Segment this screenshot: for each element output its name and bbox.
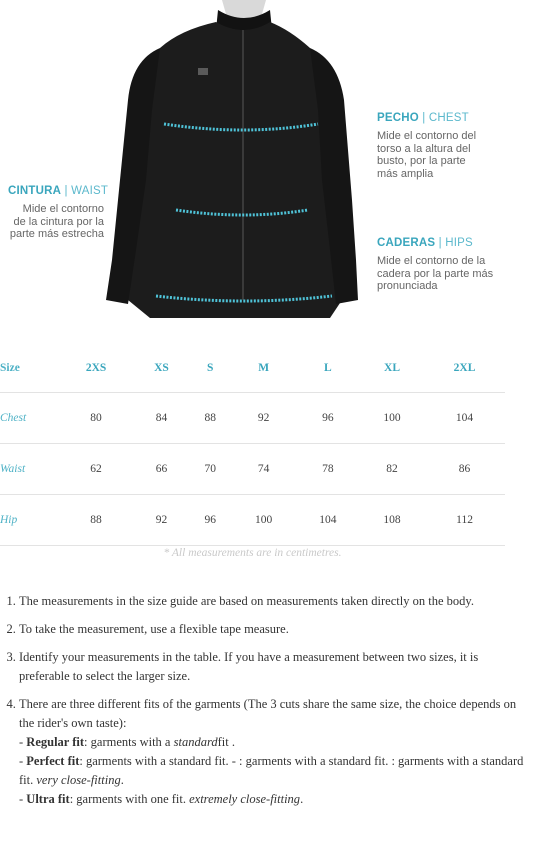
regular-fit-line: - Regular fit: garments with a standardfit . — [19, 735, 235, 749]
size-col-xs: XS — [154, 362, 169, 374]
waist-label-en: WAIST — [71, 185, 109, 197]
table-cell: 82 — [360, 444, 424, 495]
perfect-fit-em: very close-fitting — [36, 773, 121, 787]
waist-row-label: Waist — [0, 444, 58, 495]
instruction-text: The measurements in the size guide are based on measurements taken directly on the body. — [19, 594, 474, 608]
ultra-fit-em: extremely close-fitting — [189, 792, 301, 806]
regular-fit-tail: fit . — [217, 735, 235, 749]
table-cell: 66 — [134, 444, 189, 495]
chest-label-en: CHEST — [428, 112, 469, 124]
chest-label-sep: | — [418, 112, 429, 124]
waist-label-sep: | — [61, 185, 72, 197]
hip-row — [0, 495, 505, 546]
table-cell: 62 — [58, 444, 134, 495]
regular-fit-label: Regular fit — [26, 735, 85, 749]
hips-description: Mide el contorno de la cadera por la parte más pronunciada — [377, 255, 494, 292]
ultra-fit-line: - Ultra fit: garments with one fit. extremely close-fitting. — [19, 792, 304, 806]
instruction-text: Identify your measurements in the table. If you have a measurement between two sizes, it is preferable to select the larger size. — [19, 650, 479, 683]
table-cell: 96 — [296, 393, 360, 444]
ultra-fit-label: Ultra fit — [26, 792, 70, 806]
waist-label — [8, 185, 109, 241]
instruction-item — [19, 695, 524, 809]
hips-label — [377, 237, 497, 293]
instruction-text: To take the measurement, use a flexible tape measure. — [19, 622, 289, 636]
instruction-text: There are three different fits of the garments (The 3 cuts share the same size, the choice depends on the rider's own taste): — [19, 697, 517, 730]
hips-label-sep: | — [435, 237, 446, 249]
size-header-row — [0, 344, 505, 393]
size-col-s: S — [206, 362, 214, 374]
ultra-fit-text: : garments with one fit. — [69, 792, 190, 806]
table-cell: 88 — [58, 495, 134, 546]
table-cell: 104 — [296, 495, 360, 546]
table-cell: 86 — [424, 444, 505, 495]
size-col-2xs: 2XS — [85, 362, 107, 374]
table-cell: 100 — [360, 393, 424, 444]
jersey-illustration — [0, 0, 544, 322]
table-cell: 104 — [424, 393, 505, 444]
perfect-fit-line: - Perfect fit: garments with a standard fit. - : garments with a standard fit. : garments with a standard fit. very close-fitting. — [19, 754, 524, 787]
chest-description: Mide el contorno del torso a la altura del busto, por la parte más amplia — [377, 130, 477, 180]
instruction-item — [19, 592, 524, 611]
chest-label — [377, 112, 487, 180]
size-col-2xl: 2XL — [453, 362, 476, 374]
chest-row-label: Chest — [0, 393, 58, 444]
chest-label-es: PECHO — [377, 112, 419, 124]
instruction-item — [19, 648, 524, 686]
size-col-m: M — [258, 362, 270, 374]
instruction-item — [19, 620, 524, 639]
hips-label-en: HIPS — [445, 237, 473, 249]
hip-row-label: Hip — [0, 495, 58, 546]
table-cell: 78 — [296, 444, 360, 495]
size-table — [0, 344, 505, 546]
size-header-label: Size — [0, 362, 20, 374]
table-cell: 100 — [232, 495, 296, 546]
waist-description: Mide el contorno de la cintura por la parte más estrecha — [9, 203, 104, 240]
table-cell: 96 — [189, 495, 232, 546]
table-cell: 70 — [189, 444, 232, 495]
table-cell: 112 — [424, 495, 505, 546]
chest-row — [0, 393, 505, 444]
size-col-xl: XL — [384, 362, 400, 374]
table-cell: 80 — [58, 393, 134, 444]
hips-label-es: CADERAS — [377, 237, 436, 249]
size-col-l: L — [324, 362, 332, 374]
regular-fit-text: : garments with a — [84, 735, 174, 749]
perfect-fit-text: : garments with a standard fit. - : garments with a standard fit. : garments with a standard fit. — [19, 754, 524, 787]
instruction-list — [0, 592, 524, 818]
table-cell: 88 — [189, 393, 232, 444]
regular-fit-em: standard — [173, 735, 218, 749]
table-cell: 84 — [134, 393, 189, 444]
table-cell: 92 — [232, 393, 296, 444]
table-cell: 108 — [360, 495, 424, 546]
waist-label-es: CINTURA — [8, 185, 62, 197]
table-cell: 74 — [232, 444, 296, 495]
perfect-fit-label: Perfect fit — [26, 754, 80, 768]
table-cell: 92 — [134, 495, 189, 546]
waist-row — [0, 444, 505, 495]
measurement-note: * All measurements are in centimetres. — [163, 547, 342, 559]
perfect-fit-tail: . — [120, 773, 124, 787]
ultra-fit-tail: . — [300, 792, 304, 806]
